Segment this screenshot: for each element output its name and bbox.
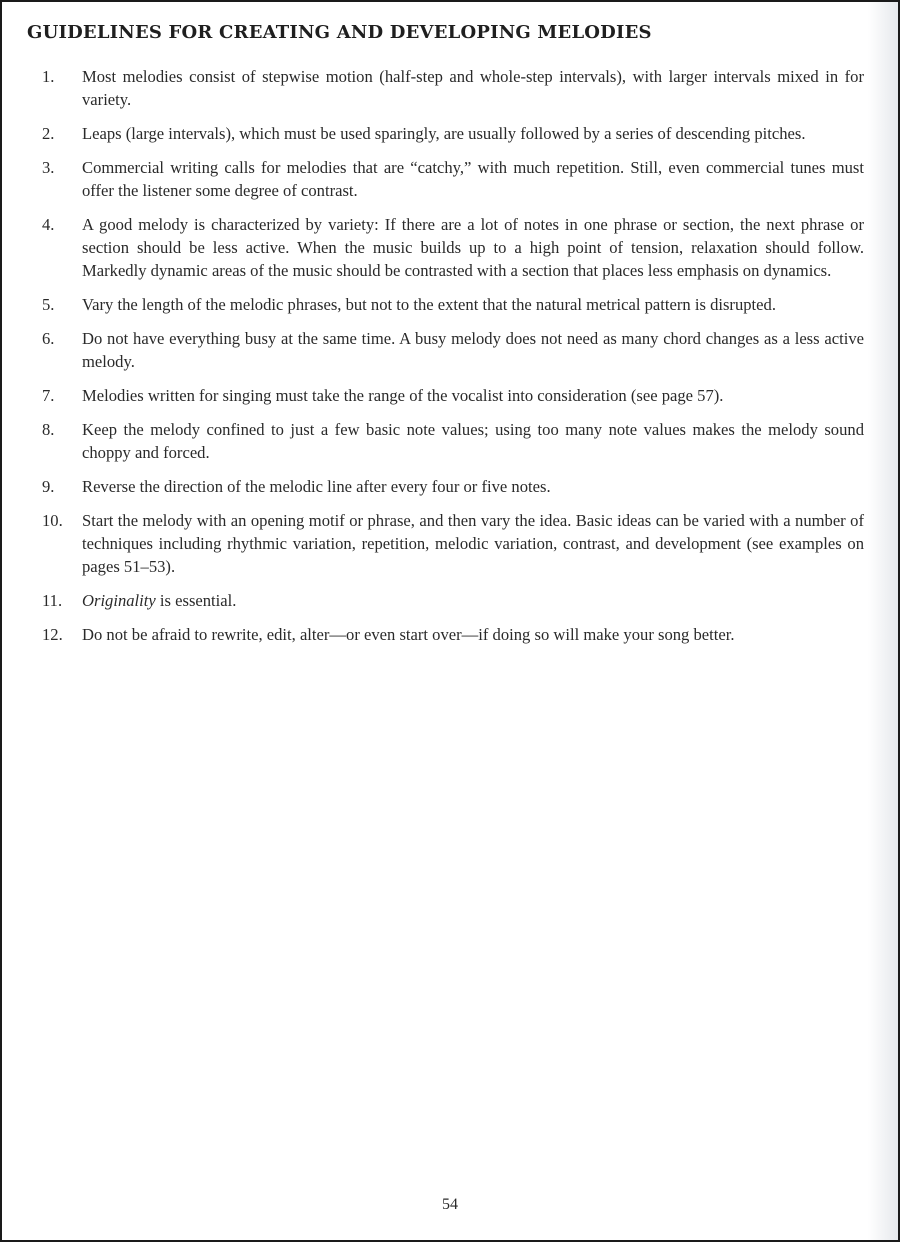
item-text: A good melody is characterized by variety: If there are a lot of notes in one phrase or section, the next phrase or section should be less active. When the music builds up to a high point of tension, relaxation should follow. Markedly dynamic areas of the music should be contrasted with a section that places less emphasis on dynamics.	[82, 215, 864, 280]
list-item	[42, 122, 864, 145]
list-item	[42, 384, 864, 407]
item-text	[82, 589, 864, 612]
item-number: 7.	[42, 386, 55, 405]
item-number: 3.	[42, 158, 55, 177]
item-text: Most melodies consist of stepwise motion (half-step and whole-step intervals), with larger intervals mixed in for variety.	[82, 67, 864, 109]
list-item	[42, 418, 864, 464]
item-text: Commercial writing calls for melodies that are “catchy,” with much repetition. Still, even commercial tunes must offer the listener some degree of contrast.	[82, 158, 864, 200]
item-text: Melodies written for singing must take the range of the vocalist into consideration (see page 57).	[82, 386, 724, 405]
item-text: Do not have everything busy at the same time. A busy melody does not need as many chord changes as a less active melody.	[82, 329, 864, 371]
item-number: 6.	[42, 329, 55, 348]
item-number: 9.	[42, 477, 55, 496]
item-number: 12.	[42, 625, 63, 644]
item-emphasis: Originality	[82, 591, 156, 610]
item-number: 11.	[42, 591, 63, 610]
item-text: Start the melody with an opening motif or phrase, and then vary the idea. Basic ideas can be varied with a number of techniques including rhythmic variation, repetition, melodic variation, contrast, and development (see examples on pages 51–53).	[82, 511, 864, 576]
item-text: Leaps (large intervals), which must be used sparingly, are usually followed by a series of descending pitches.	[82, 124, 806, 143]
item-number: 2.	[42, 124, 55, 143]
item-number: 8.	[42, 420, 55, 439]
guidelines-list	[42, 65, 864, 657]
list-item	[42, 65, 864, 111]
item-text: Do not be afraid to rewrite, edit, alter—or even start over—if doing so will make your song better.	[82, 625, 735, 644]
item-text-rest: is essential.	[155, 591, 237, 610]
list-item	[42, 509, 864, 578]
list-item	[42, 475, 864, 498]
page-number: 54	[442, 1196, 458, 1213]
list-item	[42, 156, 864, 202]
list-item	[42, 213, 864, 282]
list-item	[42, 623, 864, 646]
list-item	[42, 327, 864, 373]
scan-edge-shadow	[868, 2, 898, 1240]
item-number: 1.	[42, 67, 55, 86]
item-number: 5.	[42, 295, 55, 314]
list-item	[42, 589, 864, 612]
item-number: 10.	[42, 511, 63, 530]
item-number: 4.	[42, 215, 55, 234]
item-text: Keep the melody confined to just a few basic note values; using too many note values makes the melody sound choppy and forced.	[82, 420, 864, 462]
item-text: Reverse the direction of the melodic line after every four or five notes.	[82, 477, 551, 496]
item-text: Vary the length of the melodic phrases, but not to the extent that the natural metrical pattern is disrupted.	[82, 295, 776, 314]
page-title: GUIDELINES FOR CREATING AND DEVELOPING MELODIES	[27, 22, 652, 43]
list-item	[42, 293, 864, 316]
